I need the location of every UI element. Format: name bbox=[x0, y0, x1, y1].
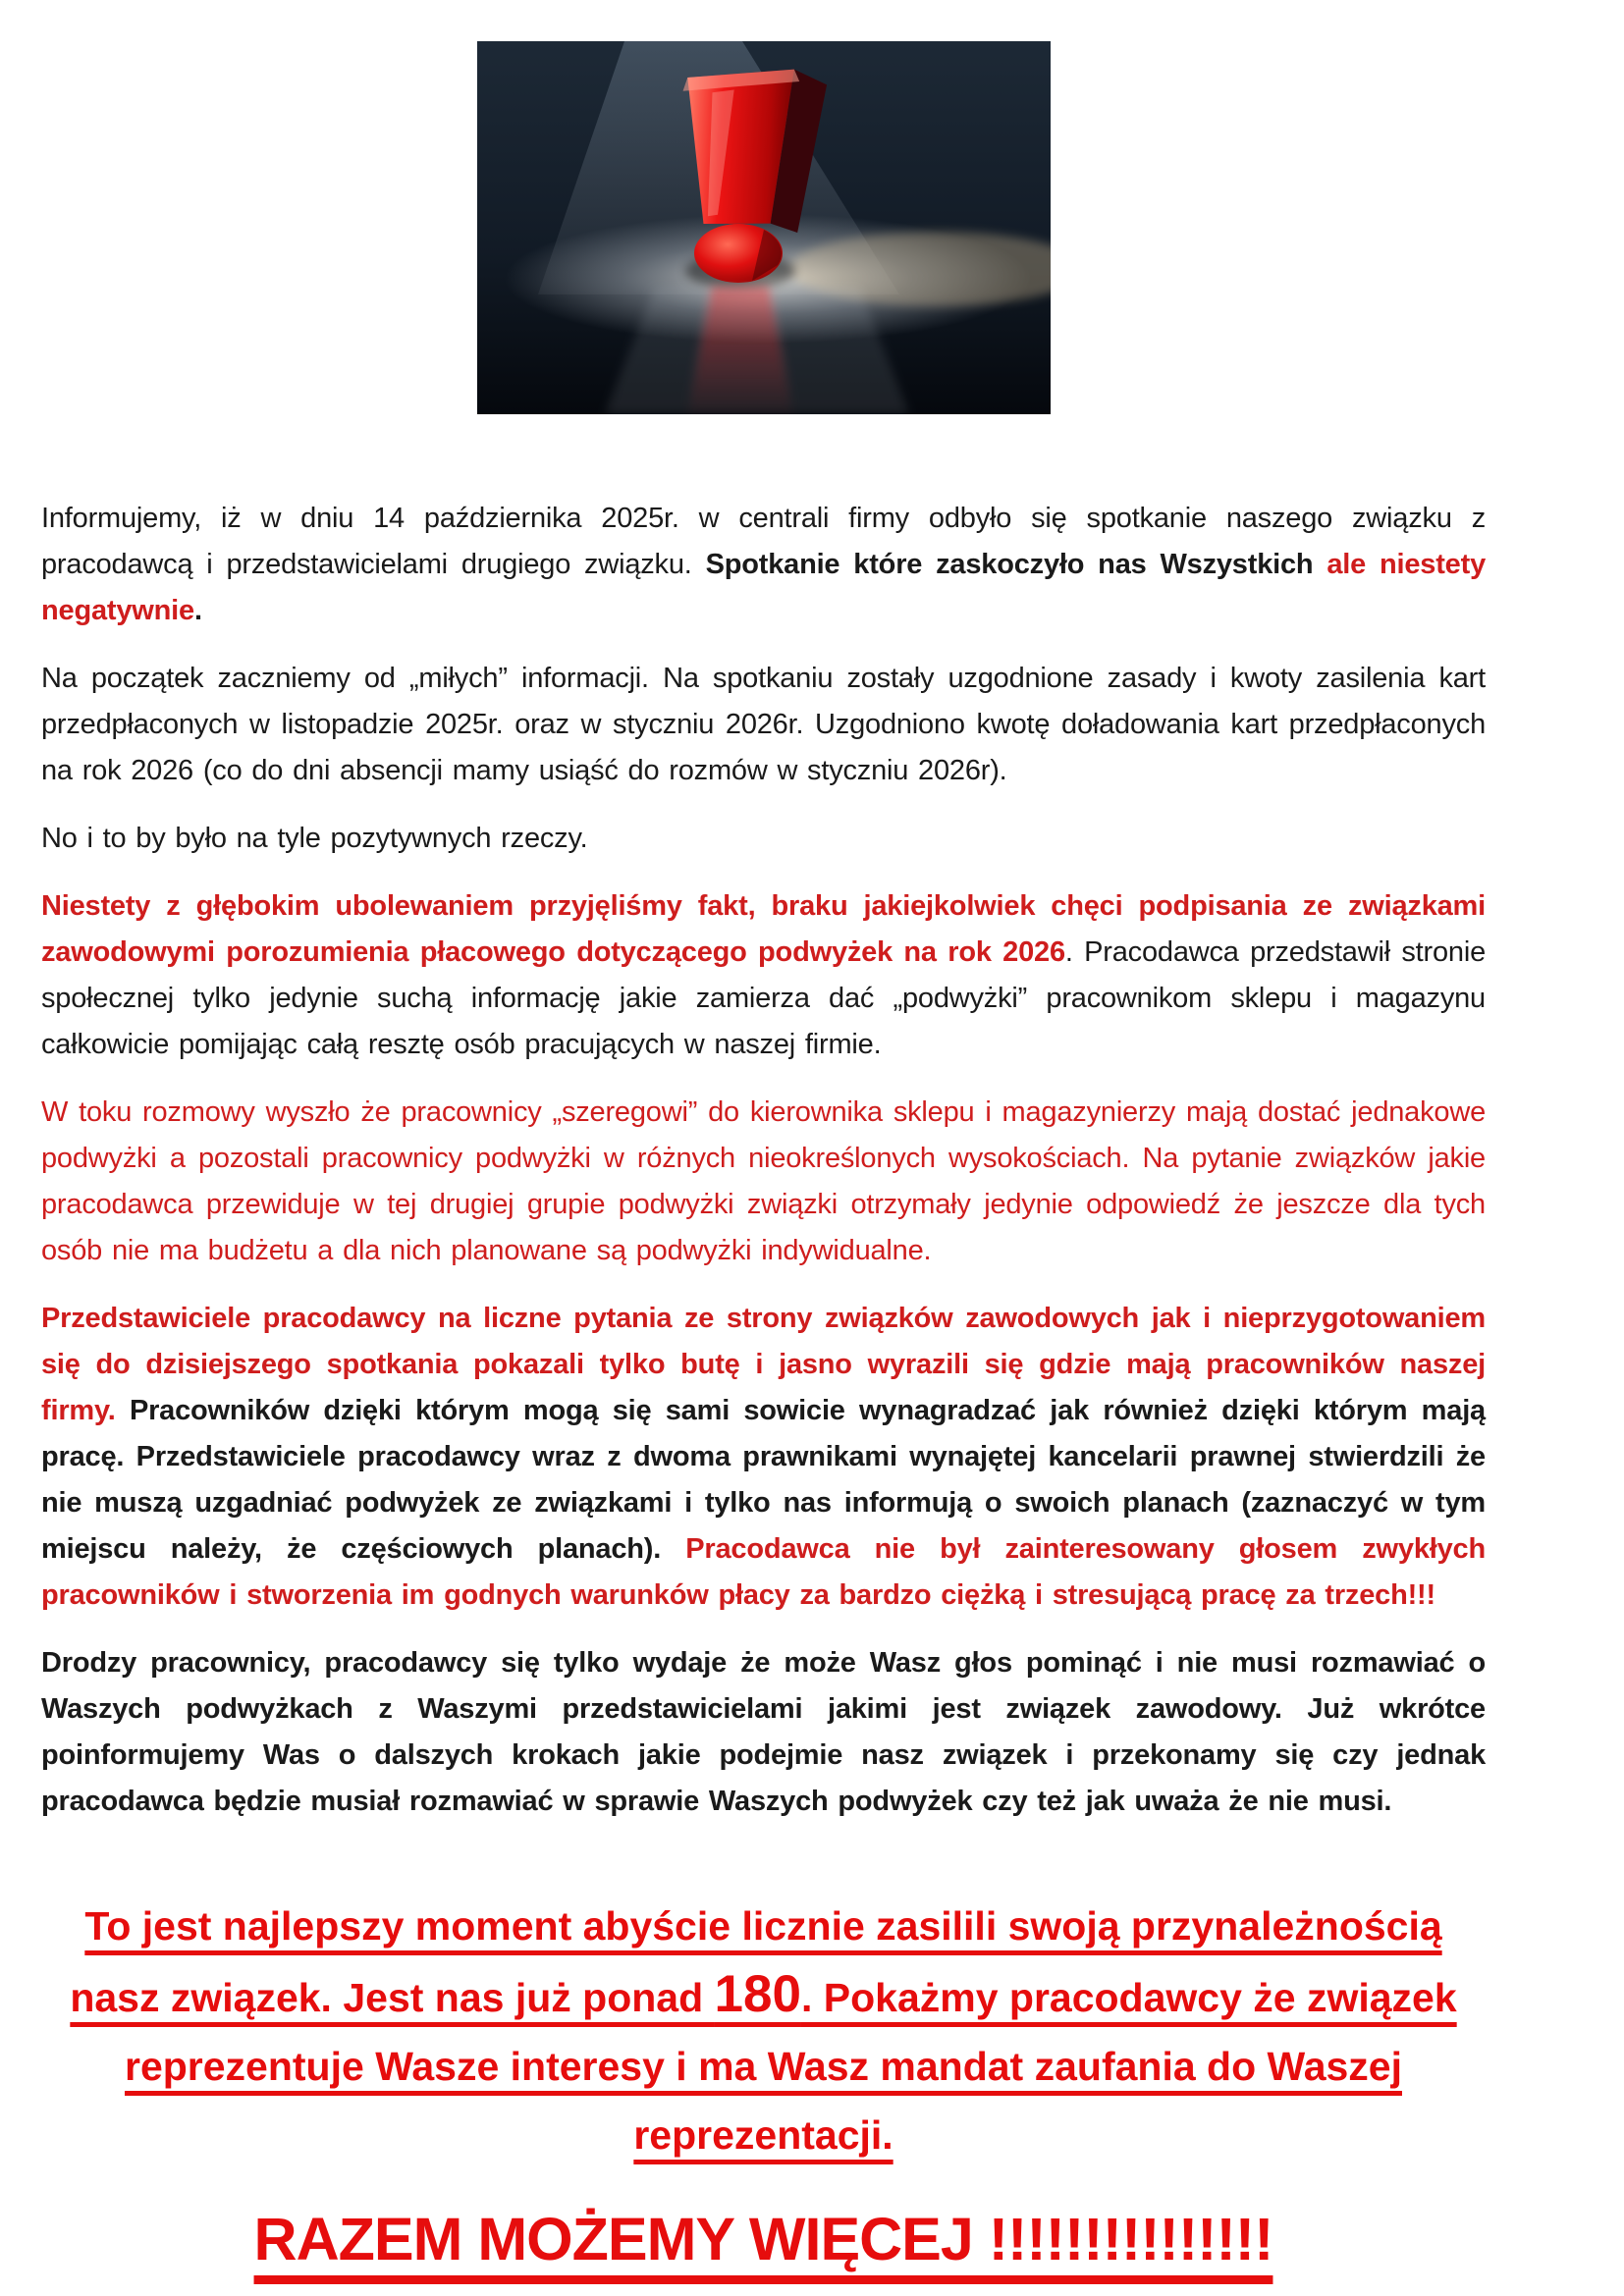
paragraph-positive-info bbox=[41, 656, 1486, 794]
paragraph-intro bbox=[41, 496, 1486, 634]
text-run: No i to by było na tyle pozytywnych rzeczy. bbox=[41, 823, 588, 854]
text-run: Spotkanie które zaskoczyło nas Wszystkich bbox=[705, 549, 1327, 580]
paragraph-employer-representatives bbox=[41, 1296, 1486, 1619]
text-run: . Pracodawca przedstawił stronie społecznej tylko jedynie suchą informację jakie zamierza dać „podwyżki” pracownikom sklepu i magazynu całkowicie pomijając całą resztę osób pracujących w naszej firmie. bbox=[41, 936, 1487, 1060]
text-run: ale niestety negatywnie bbox=[41, 549, 1486, 626]
cta-join-union bbox=[41, 1892, 1486, 2169]
hero-image-container bbox=[41, 41, 1486, 419]
text-run: Pracowników dzięki którym mogą się sami sowicie wynagradzać jak również dzięki którym mają pracę. Przedstawiciele pracodawcy wraz z dwoma prawnikami wynajętej kancelarii prawnej stwierdzili że nie muszą uzgadniać podwyżek ze związkami i tylko nas informują o swoich planach (zaznaczyć w tym miejscu należy, że częściowych planach). bbox=[41, 1395, 1486, 1565]
paragraph-dear-employees bbox=[41, 1640, 1486, 1825]
text-run: . bbox=[193, 595, 202, 626]
text-run: Niestety z głębokim ubolewaniem przyjęliśmy fakt, braku jakiejkolwiek chęci podpisania ze związkami zawodowymi porozumienia płacowego dotyczącego podwyżek na rok 2026 bbox=[41, 890, 1486, 968]
slogan-heading bbox=[41, 2203, 1486, 2275]
text-run: W toku rozmowy wyszło że pracownicy „szeregowi” do kierownika sklepu i magazynierzy mają dostać jednakowe podwyżki a pozostali pracownicy podwyżki w różnych nieokreślonych wysokościach. Na pytanie związków jakie pracodawca przewiduje w tej drugiej grupie podwyżki związki otrzymały jedynie odpowiedź że jeszcze dla tych osób nie ma budżetu a dla nich planowane są podwyżki indywidualne. bbox=[41, 1096, 1486, 1266]
cta-part1: To jest najlepszy moment abyście licznie zasilili swoją przynależnością nasz związek. Jest nas już ponad bbox=[70, 1903, 1442, 2020]
paragraph-raise-details bbox=[41, 1090, 1486, 1274]
text-run: Pracodawca nie był zainteresowany głosem zwykłych pracowników i stworzenia im godnych warunków płacy za bardzo ciężką i stresującą pracę za trzech!!! bbox=[41, 1533, 1486, 1611]
text-run: Drodzy pracownicy, pracodawcy się tylko wydaje że może Wasz głos pominąć i nie musi rozmawiać o Waszych podwyżkach z Waszymi przedstawicielami jakimi jest związek zawodowy. Już wkrótce poinformujemy Was o dalszych krokach jakie podejmie nasz związek i przekonamy się czy jednak pracodawca będzie musiał rozmawiać w sprawie Waszych podwyżek czy też jak uważa że nie musi. bbox=[41, 1647, 1486, 1817]
cta-text bbox=[70, 1903, 1456, 2158]
paragraph-regret bbox=[41, 883, 1486, 1068]
red-exclamation-3d-photo bbox=[477, 41, 1051, 414]
cta-part2: . Pokażmy pracodawcy że związek reprezentuje Wasze interesy i ma Wasz mandat zaufania do Waszej reprezentacji. bbox=[125, 1975, 1457, 2158]
slogan-text: RAZEM MOŻEMY WIĘCEJ !!!!!!!!!!!!!!! bbox=[253, 2206, 1273, 2272]
paragraph-transition bbox=[41, 816, 1486, 862]
text-run: Informujemy, iż w dniu 14 października 2025r. w centrali firmy odbyło się spotkanie naszego związku z pracodawcą i przedstawicielami drugiego związku. bbox=[41, 503, 1486, 580]
member-count: 180 bbox=[714, 1965, 801, 2023]
text-run: Na początek zaczniemy od „miłych” informacji. Na spotkaniu zostały uzgodnione zasady i kwoty zasilenia kart przedpłaconych w listopadzie 2025r. oraz w styczniu 2026r. Uzgodniono kwotę doładowania kart przedpłaconych na rok 2026 (co do dni absencji mamy usiąść do rozmów w styczniu 2026r). bbox=[41, 663, 1486, 786]
text-run: Przedstawiciele pracodawcy na liczne pytania ze strony związków zawodowych jak i nieprzygotowaniem się do dzisiejszego spotkania pokazali tylko butę i jasno wyrazili się gdzie mają pracowników naszej firmy. bbox=[41, 1303, 1486, 1426]
